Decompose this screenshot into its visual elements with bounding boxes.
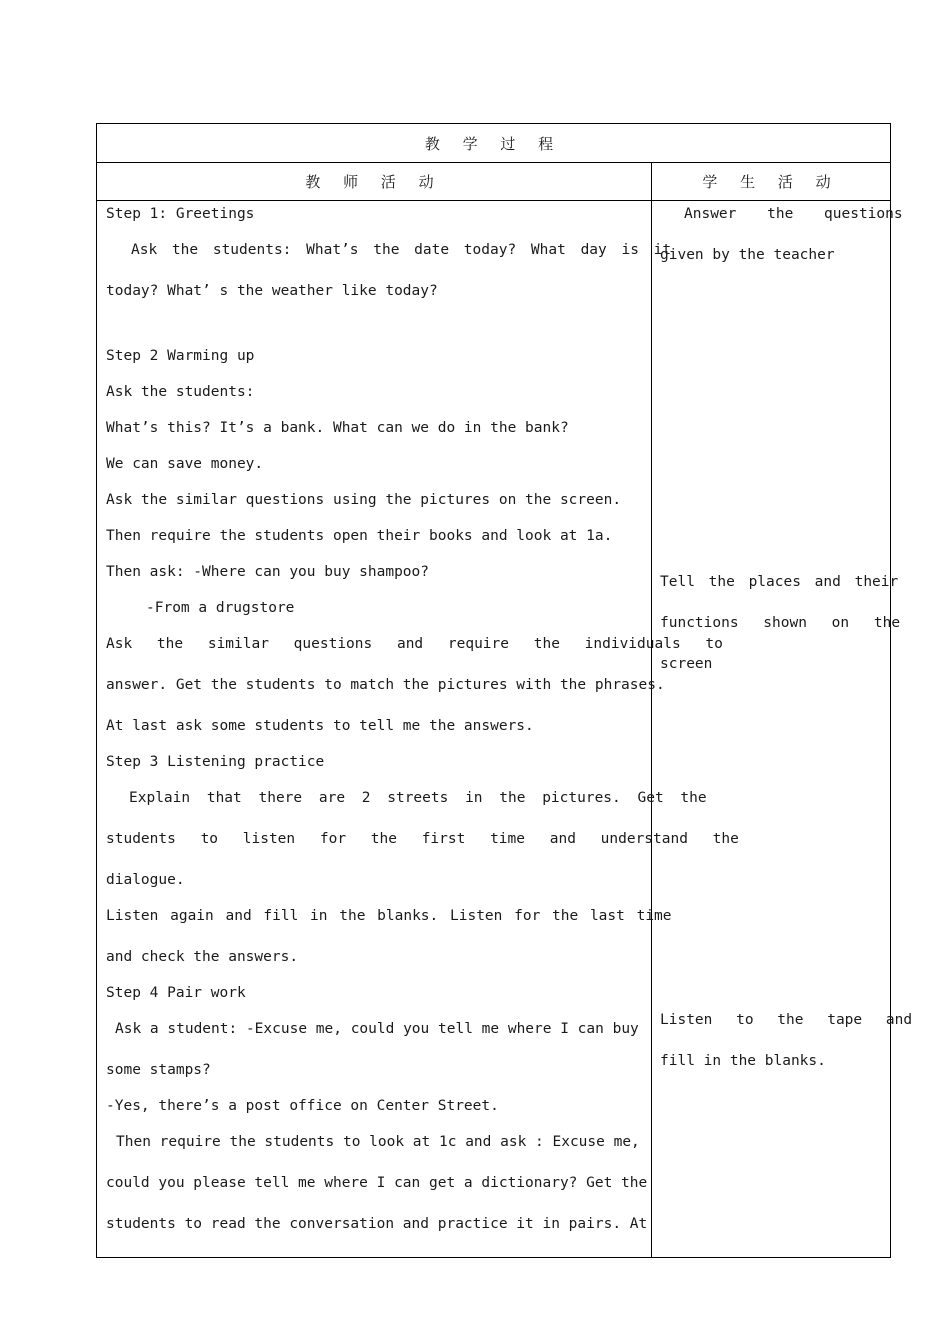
teacher-activity-header: 教 师 活 动: [305, 172, 443, 191]
teacher-line: students to read the conversation and practice it in pairs. At: [106, 1216, 648, 1232]
table-title: 教 学 过 程: [97, 124, 890, 163]
teacher-line: Then ask: -Where can you buy shampoo?: [106, 564, 430, 580]
teacher-line: and check the answers.: [106, 949, 299, 965]
teacher-line: -From a drugstore: [146, 600, 295, 616]
lesson-table: [96, 123, 913, 1258]
student-line: functions shown on the: [660, 615, 901, 631]
student-line: Listen to the tape and: [660, 1012, 913, 1028]
teacher-line: Explain that there are 2 streets in the pictures. Get the: [129, 790, 707, 806]
teacher-line: Step 2 Warming up: [106, 348, 255, 364]
teacher-line: Step 4 Pair work: [106, 985, 246, 1001]
teacher-line: Step 1: Greetings: [106, 206, 255, 222]
teacher-line: Step 3 Listening practice: [106, 754, 325, 770]
teacher-line: answer. Get the students to match the pictures with the phrases.: [106, 677, 665, 693]
teacher-line: students to listen for the first time and understand the: [106, 831, 739, 847]
teacher-line: Ask the students: What’s the date today? What day is it: [131, 242, 672, 258]
teacher-line: Then require the students open their books and look at 1a.: [106, 528, 613, 544]
teacher-line: today? What’ s the weather like today?: [106, 283, 438, 299]
student-activity-header: 学 生 活 动: [702, 172, 840, 191]
teacher-line: Listen again and fill in the blanks. Listen for the last time: [106, 908, 672, 924]
header-divider: [97, 200, 890, 201]
student-line: Answer the questions: [684, 206, 903, 222]
teacher-line: Then require the students to look at 1c and ask : Excuse me,: [116, 1134, 640, 1150]
teacher-line: could you please tell me where I can get a dictionary? Get the: [106, 1175, 648, 1191]
teacher-line: Ask a student: -Excuse me, could you tell me where I can buy: [115, 1021, 639, 1037]
column-divider: [651, 162, 652, 1257]
teacher-line: We can save money.: [106, 456, 264, 472]
student-line: screen: [660, 656, 713, 672]
student-line: given by the teacher: [660, 247, 835, 263]
teacher-line: At last ask some students to tell me the answers.: [106, 718, 534, 734]
student-line: Tell the places and their: [660, 574, 899, 590]
teacher-line: Ask the students:: [106, 384, 255, 400]
teacher-line: Ask the similar questions and require the individuals to: [106, 636, 723, 652]
teacher-line: What’s this? It’s a bank. What can we do in the bank?: [106, 420, 569, 436]
teacher-line: -Yes, there’s a post office on Center Street.: [106, 1098, 499, 1114]
teacher-line: some stamps?: [106, 1062, 211, 1078]
teacher-line: dialogue.: [106, 872, 185, 888]
teacher-line: Ask the similar questions using the pictures on the screen.: [106, 492, 622, 508]
student-line: fill in the blanks.: [660, 1053, 826, 1069]
